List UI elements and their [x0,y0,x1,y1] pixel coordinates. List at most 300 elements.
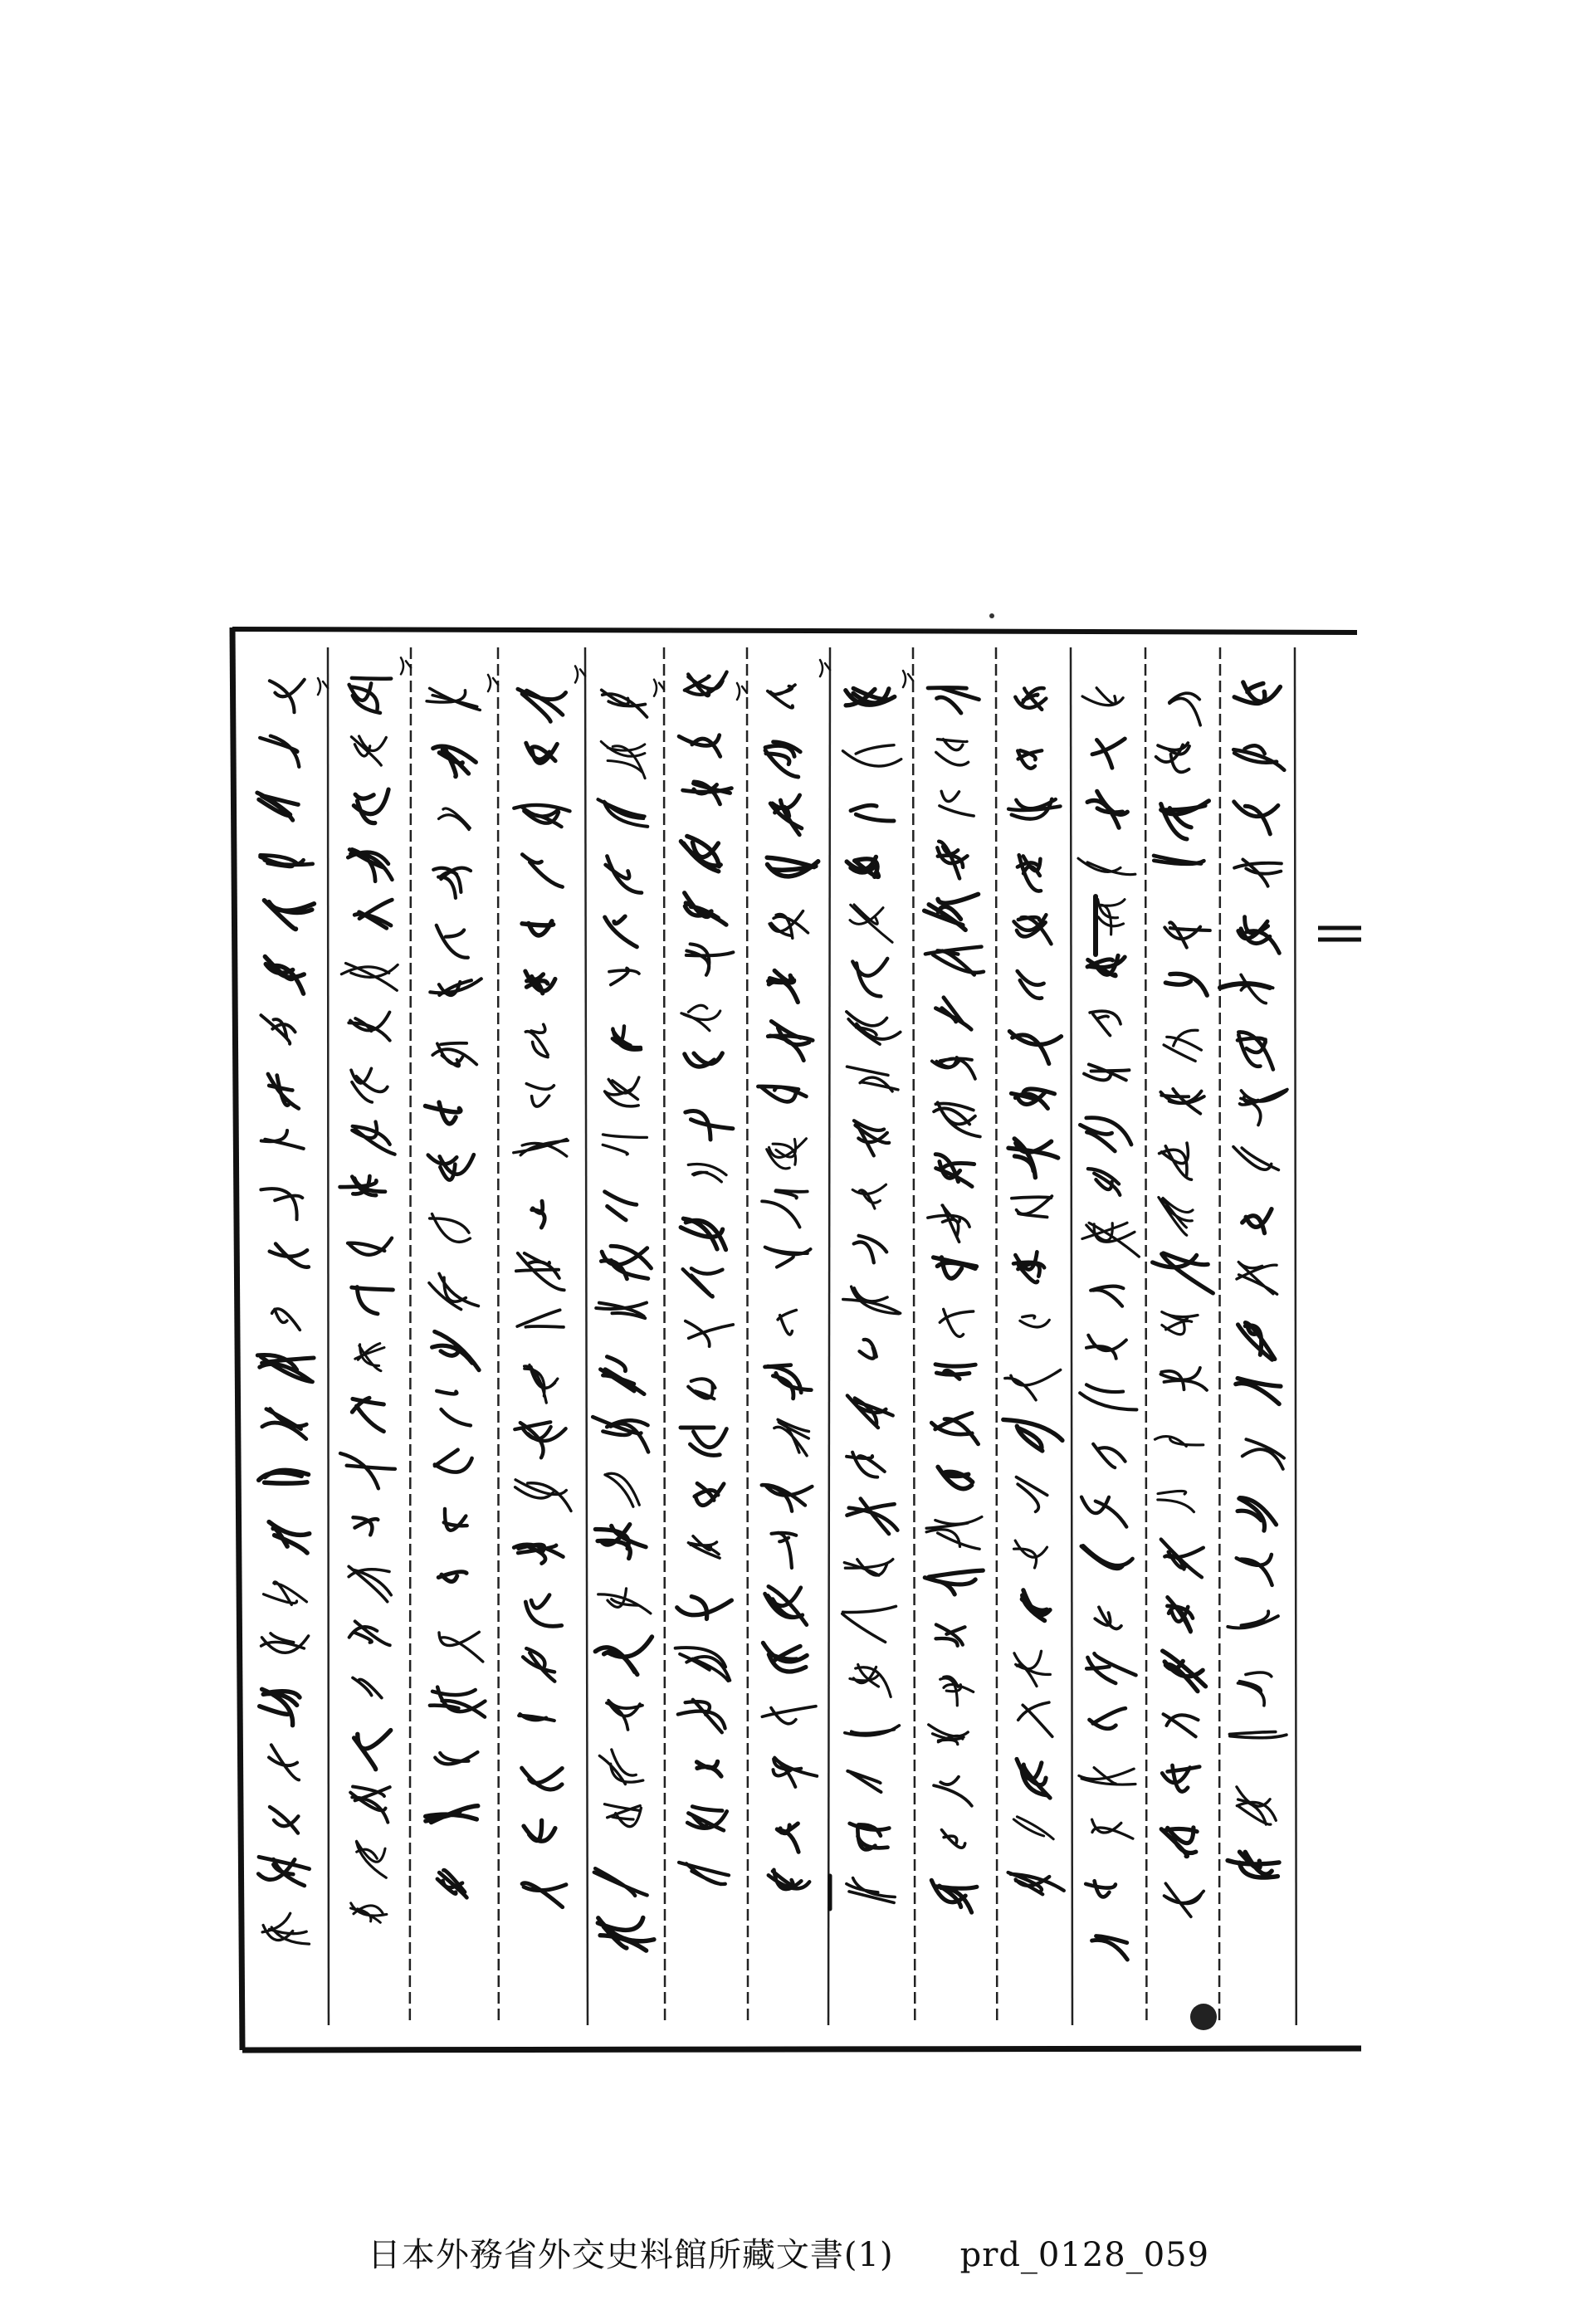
glyph-strokes [850,1664,891,1697]
glyph-strokes [1164,1714,1199,1736]
glyph-strokes [1240,1090,1287,1125]
glyph-strokes [1018,1702,1052,1736]
glyph-strokes [514,1545,563,1564]
margin-mark [737,683,747,700]
glyph-strokes [525,1365,558,1403]
glyph-strokes [1008,1139,1058,1178]
column-rule [1145,647,1146,2025]
glyph-strokes [514,805,569,827]
glyph-strokes [1160,1368,1207,1390]
glyph-strokes [1079,1768,1135,1784]
glyph-strokes [1015,688,1046,710]
glyph-strokes [762,1190,808,1227]
handwritten-column [257,680,315,1944]
glyph-strokes [679,735,720,757]
handwritten-column [1153,693,1213,1916]
glyph-strokes [685,893,726,925]
glyph-strokes [354,900,392,928]
glyph-strokes [778,1310,796,1335]
glyph-strokes [1243,1439,1284,1469]
glyph-strokes [852,1184,886,1208]
glyph-strokes [1165,974,1207,995]
glyph-strokes [1228,1852,1279,1877]
glyph-strokes [340,1453,395,1488]
glyph-strokes [847,857,878,876]
glyph-strokes [851,805,894,821]
glyph-strokes [1233,745,1284,769]
glyph-strokes [765,742,800,777]
glyph-strokes [1234,682,1280,703]
glyph-strokes [1238,1672,1272,1706]
glyph-strokes [515,1480,571,1511]
glyph-strokes [1086,1881,1116,1897]
glyph-strokes [602,690,647,717]
glyph-strokes [769,1870,809,1889]
glyph-strokes [928,688,979,713]
glyph-strokes [925,1570,983,1594]
glyph-strokes [603,1135,647,1155]
glyph-strokes [1229,1732,1286,1738]
glyph-strokes [686,1111,733,1140]
glyph-strokes [928,1205,969,1242]
glyph-strokes [1008,799,1060,819]
glyph-strokes [437,1870,467,1897]
glyph-strokes [352,1398,383,1431]
glyph-strokes [429,1273,478,1309]
glyph-strokes [1080,1118,1131,1151]
glyph-strokes [514,1139,569,1156]
glyph-strokes [1088,1169,1120,1195]
glyph-strokes [1017,1477,1047,1512]
glyph-strokes [353,1677,382,1697]
glyph-strokes [444,1509,467,1531]
glyph-strokes [522,1883,566,1907]
glyph-strokes [1237,1262,1277,1295]
glyph-strokes [439,1632,483,1662]
glyph-strokes [942,1830,965,1848]
glyph-strokes [593,1417,648,1452]
glyph-strokes [1013,1252,1044,1282]
margin-mark [820,660,830,676]
glyph-strokes [677,1597,732,1619]
glyph-strokes [1160,1143,1192,1179]
glyph-strokes [1096,899,1125,935]
glyph-strokes [1169,693,1200,725]
glyph-strokes [767,857,818,876]
glyph-strokes [428,1155,474,1179]
glyph-strokes [697,1761,721,1776]
glyph-strokes [1237,1787,1276,1824]
glyph-strokes [1081,1497,1126,1527]
glyph-strokes [690,1429,726,1456]
archive-caption: 日本外務省外交史料館所藏文書(1) [367,2236,894,2274]
glyph-strokes [517,1310,564,1327]
glyph-strokes [354,1731,391,1770]
glyph-strokes [686,1321,733,1347]
glyph-strokes [261,855,313,867]
glyph-strokes [940,1309,973,1336]
glyph-strokes [765,1586,807,1624]
glyph-strokes [1154,856,1204,864]
glyph-strokes [349,1013,389,1041]
glyph-strokes [524,1820,555,1841]
glyph-strokes [685,1053,723,1067]
glyph-strokes [352,1287,393,1314]
glyph-strokes [767,1139,807,1169]
handwritten-column [1228,682,1287,1877]
handwritten-column [1078,688,1139,1960]
glyph-strokes [860,1340,876,1359]
glyph-strokes [935,1155,974,1187]
glyph-strokes [351,1068,388,1102]
glyph-strokes [262,1409,307,1439]
glyph-strokes [1011,1089,1054,1109]
glyph-strokes [605,1077,639,1106]
glyph-strokes [601,1357,645,1394]
glyph-strokes [1234,802,1278,834]
glyph-strokes [1162,1312,1198,1335]
glyph-strokes [516,1253,564,1290]
glyph-strokes [940,791,974,816]
glyph-strokes [1161,1828,1197,1857]
glyph-strokes [686,944,734,974]
glyph-strokes [438,1572,466,1582]
glyph-strokes [1086,1653,1135,1683]
glyph-strokes [433,868,471,898]
glyph-strokes [1158,1491,1194,1511]
glyph-strokes [269,1745,299,1780]
glyph-strokes [1243,1209,1272,1233]
handwritten-column [425,688,485,1897]
glyph-strokes [526,743,558,763]
glyph-strokes [351,1903,387,1923]
column-rule [1071,647,1072,2025]
glyph-strokes [1233,1147,1278,1170]
glyph-strokes [687,1807,727,1831]
column-rule [1295,647,1296,2025]
glyph-strokes [598,799,648,827]
column-rule [585,647,588,2025]
glyph-strokes [605,916,637,947]
glyph-strokes [847,1499,898,1534]
glyph-strokes [1014,915,1052,944]
glyph-strokes [774,1758,818,1787]
glyph-strokes [1238,1323,1275,1360]
glyph-strokes [1236,1379,1281,1404]
glyph-strokes [847,1771,881,1792]
glyph-strokes [1092,1819,1133,1838]
glyph-strokes [1013,1817,1053,1839]
glyph-strokes [1014,1540,1047,1568]
margin-mark [318,678,328,695]
handwritten-column [1003,688,1064,1894]
glyph-strokes [270,680,305,712]
glyph-strokes [1164,1883,1204,1916]
handwritten-column [925,688,984,1912]
glyph-strokes [601,1246,651,1279]
glyph-strokes [1161,1540,1204,1578]
handwritten-column [340,678,398,1922]
glyph-strokes [262,1913,309,1944]
glyph-strokes [439,808,471,830]
glyph-strokes [1228,1611,1278,1628]
glyph-strokes [681,1218,725,1249]
glyph-strokes [683,782,732,804]
glyph-strokes [427,688,480,710]
glyph-strokes [1086,1335,1126,1359]
glyph-strokes [426,1806,478,1823]
glyph-strokes [433,746,476,776]
glyph-strokes [774,1419,809,1456]
glyph-strokes [272,1309,300,1330]
glyph-strokes [605,1192,637,1220]
glyph-strokes [270,1244,309,1267]
frame-top-border [232,629,1357,632]
glyph-strokes [1091,1286,1123,1306]
glyph-strokes [931,1880,977,1912]
glyph-strokes [598,1918,654,1951]
glyph-strokes [1018,971,1044,998]
glyph-strokes [935,998,971,1030]
glyph-strokes [926,1517,982,1550]
glyph-strokes [762,1485,813,1511]
glyph-strokes [595,1637,652,1675]
glyph-strokes [605,1473,639,1506]
glyph-strokes [850,1824,890,1849]
glyph-strokes [685,672,727,696]
glyph-strokes [772,1533,797,1568]
glyph-strokes [768,1021,813,1060]
glyph-strokes [688,1379,715,1399]
column-rule [996,647,997,2025]
glyph-strokes [261,1189,302,1219]
glyph-strokes [525,1024,548,1057]
glyph-strokes [430,979,481,995]
glyph-strokes [847,1395,893,1428]
glyph-strokes [349,678,392,713]
glyph-strokes [1163,1651,1206,1692]
glyph-strokes [770,795,802,835]
margin-mark [401,657,411,674]
glyph-strokes [1082,1223,1140,1257]
glyph-strokes [1090,1708,1125,1729]
glyph-strokes [522,921,554,935]
glyph-strokes [1095,1607,1121,1628]
column-rule [828,647,830,2025]
frame-right-notch [1318,928,1361,940]
glyph-strokes [681,836,720,871]
glyph-strokes [937,842,967,879]
glyph-strokes [1238,1498,1277,1531]
glyph-strokes [1020,1316,1049,1327]
glyph-strokes [596,1303,647,1319]
glyph-strokes [348,1238,392,1255]
glyph-strokes [260,736,299,767]
glyph-strokes [842,745,901,766]
glyph-strokes [1162,1765,1199,1792]
glyph-strokes [678,1700,725,1733]
glyph-strokes [607,1701,642,1730]
glyph-strokes [604,1804,641,1827]
glyph-strokes [762,1706,816,1724]
glyph-strokes [599,1750,643,1784]
glyph-strokes [435,1450,472,1472]
glyph-strokes [606,856,642,892]
glyph-strokes [523,1648,554,1682]
glyph-strokes [341,964,398,991]
glyph-strokes [435,1752,477,1764]
glyph-strokes [261,1130,304,1149]
glyph-strokes [518,689,566,721]
glyph-strokes [1018,855,1041,891]
page-footer [0,2229,1577,2276]
glyph-strokes [425,1102,460,1124]
glyph-strokes [1080,1384,1136,1409]
glyph-strokes [765,1365,812,1399]
column-rule [498,647,499,2025]
frame-left-border [232,627,242,2050]
glyph-strokes [843,1286,901,1314]
glyph-strokes [842,1606,896,1642]
glyph-strokes [1155,1437,1203,1447]
handwritten-column [593,690,654,1950]
glyph-strokes [1156,743,1189,772]
glyph-strokes [777,1824,798,1852]
glyph-strokes [526,1084,554,1107]
glyph-strokes [681,1005,720,1030]
glyph-strokes [935,1365,975,1379]
glyph-strokes [925,947,984,975]
glyph-strokes [688,1164,726,1181]
glyph-strokes [1009,1032,1061,1064]
glyph-strokes [854,1236,887,1263]
glyph-strokes [430,1214,471,1243]
glyph-strokes [1238,917,1280,954]
glyph-strokes [683,1268,723,1296]
glyph-strokes [1164,922,1210,947]
glyph-strokes [936,1624,965,1645]
glyph-strokes [845,1726,900,1736]
glyph-strokes [688,1536,720,1558]
glyph-strokes [268,1074,299,1109]
column-rule [747,647,748,2025]
glyph-strokes [847,1878,895,1903]
glyph-strokes [432,1331,480,1370]
page-id: prd_0128_059 [959,2236,1210,2274]
margin-mark [575,666,585,682]
glyph-strokes [1092,1936,1128,1960]
glyph-strokes [1234,859,1282,886]
glyph-strokes [432,1043,476,1067]
margin-mark [903,671,913,687]
glyph-strokes [1092,739,1125,768]
glyph-strokes [847,1067,898,1091]
glyph-strokes [437,1391,471,1426]
glyph-strokes [609,968,639,984]
glyph-strokes [1003,1419,1062,1451]
glyph-strokes [352,1122,394,1155]
glyph-strokes [932,1057,975,1079]
glyph-strokes [264,901,314,930]
glyph-strokes [264,1582,307,1605]
glyph-strokes [261,1633,309,1653]
handwritten-column [758,685,818,1889]
margin-mark [488,675,498,691]
frame-bottom-border [242,2048,1361,2050]
glyph-strokes [350,1787,390,1823]
glyph-strokes [595,1525,646,1559]
glyph-strokes [532,1201,544,1228]
column-rule [1219,647,1220,2025]
glyph-strokes [340,1176,385,1195]
glyph-strokes [679,1863,729,1884]
glyph-strokes [847,1012,901,1044]
column-rule [664,647,665,2025]
glyph-strokes [351,736,386,765]
glyph-strokes [525,1595,561,1627]
glyph-strokes [1159,1198,1193,1236]
glyph-strokes [846,688,895,705]
glyph-strokes [934,1257,977,1278]
glyph-strokes [936,740,969,765]
glyph-strokes [931,1413,978,1444]
glyph-strokes [769,911,808,939]
glyph-strokes [522,855,562,887]
glyph-strokes [938,1467,973,1488]
glyph-strokes [430,1687,486,1717]
glyph-strokes [925,894,979,930]
column-rule [328,647,329,2025]
glyph-strokes [519,1714,554,1721]
glyph-strokes [940,1677,974,1706]
glyph-strokes [1087,791,1127,828]
scan-speck [989,613,994,618]
column-rule [410,647,411,2025]
glyph-strokes [1018,750,1042,769]
glyph-strokes [265,957,304,994]
glyph-strokes [525,971,555,994]
glyph-strokes [1087,955,1125,975]
glyph-strokes [934,1777,972,1806]
glyph-strokes [355,1344,384,1371]
glyph-strokes [1008,1872,1064,1894]
glyph-strokes [613,1026,641,1049]
column-rule [913,647,915,2025]
glyph-strokes [768,685,795,708]
glyph-strokes [1005,1370,1061,1399]
glyph-strokes [676,1648,730,1681]
handwritten-column [514,689,571,1907]
glyph-strokes [270,1807,298,1833]
glyph-strokes [257,1355,314,1382]
glyph-strokes [1153,1253,1213,1293]
glyph-strokes [349,1566,391,1601]
handwritten-column [842,688,901,1902]
glyph-strokes [1161,801,1209,839]
ink-blot [1190,2004,1217,2030]
glyph-strokes [847,1452,885,1477]
glyph-strokes [1078,858,1135,874]
glyph-strokes [1164,1030,1201,1061]
margin-mark [654,680,664,696]
glyph-strokes [261,1015,295,1044]
glyph-strokes [1017,1759,1050,1798]
glyph-strokes [437,925,468,958]
glyph-strokes [844,1560,893,1575]
glyph-strokes [850,905,892,942]
glyph-strokes [260,1689,300,1726]
glyph-strokes [1081,1545,1133,1568]
